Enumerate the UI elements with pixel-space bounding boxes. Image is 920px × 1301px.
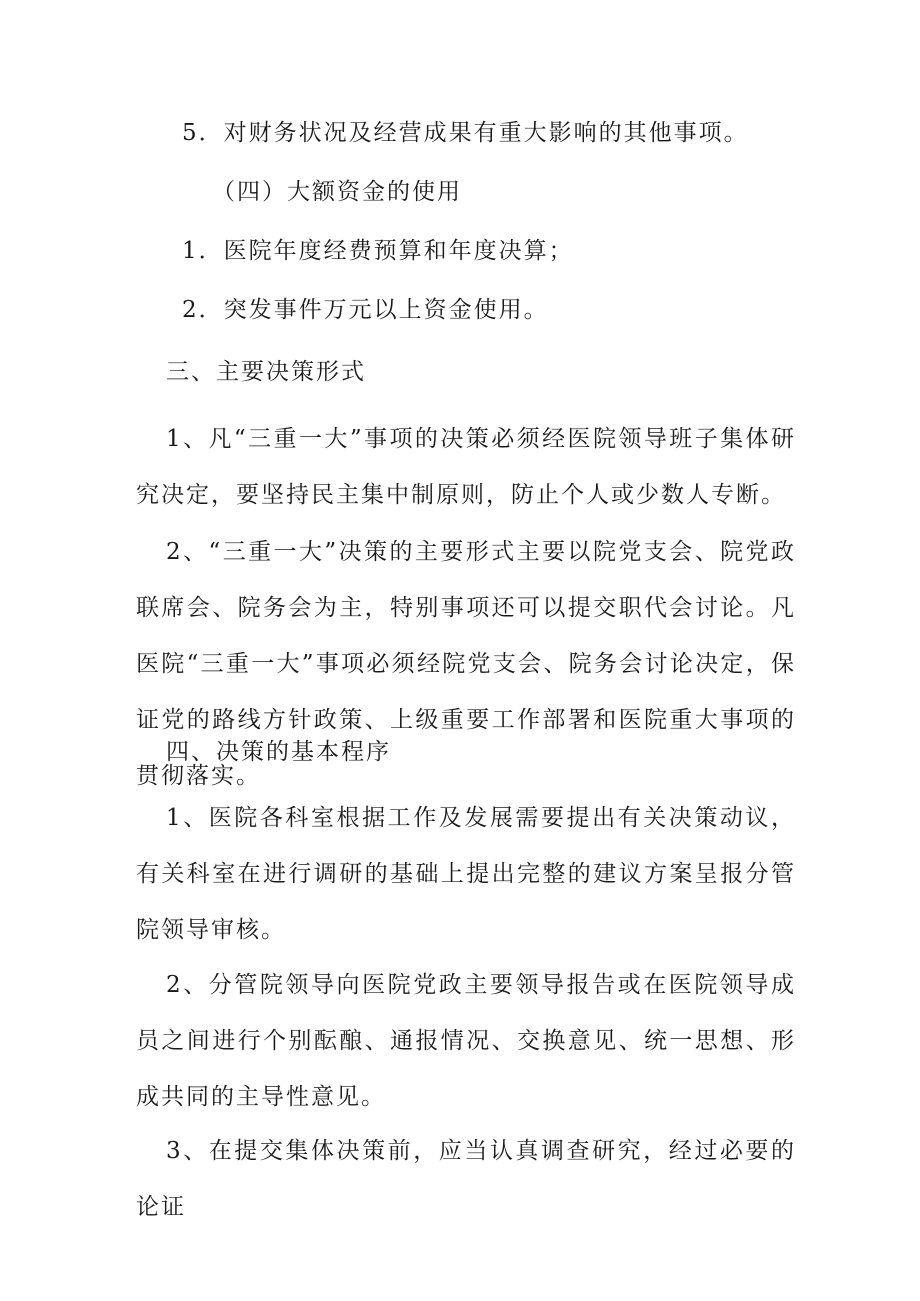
section-3-paragraph-1: 1、凡“三重一大”事项的决策必须经医院领导班子集体研究决定，要坚持民主集中制原则，防止个人或少数人专断。 — [136, 426, 796, 508]
section-4-paragraph-2: 2、分管院领导向医院党政主要领导报告或在医院领导成员之间进行个别酝酿、通报情况、交换意见、统一思想、形成共同的主导性意见。 — [136, 972, 796, 1110]
section-4-paragraph-1: 1、医院各科室根据工作及发展需要提出有关决策动议，有关科室在进行调研的基础上提出完整的建议方案呈报分管院领导审核。 — [136, 805, 796, 943]
section-4-paragraph-3: 3、在提交集体决策前，应当认真调查研究，经过必要的论证 — [136, 1138, 796, 1220]
section-3-heading: 三、主要决策形式 — [166, 359, 366, 385]
item-1: 1．医院年度经费预算和年度决算； — [182, 238, 574, 264]
section-3-paragraph-2: 2、“三重一大”决策的主要形式主要以院党支会、院党政联席会、院务会为主，特别事项还可以提交职代会讨论。凡医院“三重一大”事项必须经院党支会、院务会讨论决定，保证党的路线方针政策、上级重要工作部署和医院重大事项的贯彻落实。 — [136, 539, 796, 789]
item-5: 5．对财务状况及经营成果有重大影响的其他事项。 — [182, 120, 749, 146]
subsection-heading-4: （四）大额资金的使用 — [212, 179, 462, 205]
section-4-heading: 四、决策的基本程序 — [166, 739, 391, 765]
item-2: 2．突发事件万元以上资金使用。 — [182, 297, 549, 323]
